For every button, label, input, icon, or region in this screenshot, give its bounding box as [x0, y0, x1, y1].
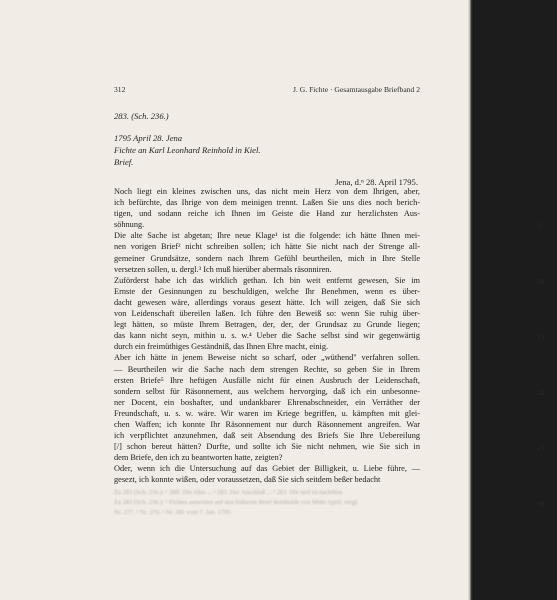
text-line: Die alte Sache ist abgetan; Ihre neue Klage¹ ist die folgende: ich hätte Ihnen mei-: [114, 231, 420, 241]
footnote-line: Zu 283 (Sch. 236.): ¹ 28ff. Die Akte ... ² 283. Der Anschluß ... ³ 283. Die und ist nachdem: [114, 489, 343, 496]
text-line: von Leidenschaft übereilen laßen. Ich führe den Beweiß so: wenn Sie ruhig über-: [114, 309, 420, 319]
book-edge: [468, 0, 474, 600]
text-line: söhnung.: [114, 220, 145, 230]
text-line: chen Waffen; ich konnte Ihr Räsonnement nur durch Räsonnement angreifen. War: [114, 419, 420, 429]
text-line: versetzen sollen, u. dergl.³ Ich muß hierüber abermals räsonniren.: [114, 264, 332, 274]
line-number: 5: [537, 221, 541, 231]
text-line: tigen, und sodann reiche ich Ihnen im Geiste die Hand zur herzlichsten Aus-: [114, 209, 420, 219]
paragraph: [114, 463, 420, 485]
paragraph: [114, 230, 420, 274]
running-title: J. G. Fichte · Gesamtausgabe Briefband 2: [293, 85, 420, 94]
text-line: dem Briefe, den ich zu beantworten hatte, zeigten?: [114, 453, 283, 463]
document-id: 283. (Sch. 236.): [114, 111, 169, 121]
text-line: ner Docent, ein boshafter, und undankbarer Ehrenabschneider, ein Verräther der: [114, 397, 420, 407]
page-number: 312: [114, 85, 126, 94]
footnote-line: Nr. 277. ² Nr. 270. ³ Nr. 281 vom 7. Jan. 1795.: [114, 509, 232, 516]
text-line: das kann nicht seyn, mithin u. s. w.⁴ Ueber die Sache selbst sind wir gegenwärtig: [114, 331, 420, 341]
line-number: 15: [537, 332, 545, 342]
place-date: Jena, d.ⁿ 28. April 1795.: [335, 177, 418, 187]
text-line: — Beurtheilen wir die Sache nach dem strengen Rechte, so geben Sie in Ihrem: [114, 364, 420, 374]
text-line: legt hätten, so müste Ihrem Betragen, der, der, der Grundsaz zu Grunde liegen;: [114, 320, 420, 330]
text-line: dacht gewesen wäre, allerdings voraus gesezt hätte. Ich will zeigen, daß Sie sich: [114, 297, 420, 307]
paragraph: [114, 352, 420, 463]
line-number: 30: [537, 498, 545, 508]
footnote-line: Zu 283 (Sch. 236.): ¹ Fichtes antwortet auf den früheren Brief Reinholds von Mitte April; vergl.: [114, 499, 359, 506]
text-line: Zuförderst habe ich das wirklich gethan. Ich bin weit entfernt gewesen, Sie im: [114, 275, 420, 285]
paragraph: [114, 186, 420, 230]
date-line: 1795 April 28. Jena: [114, 133, 183, 143]
text-line: gemeiner Grundsätze, sondern nach Ihrem Gefühl beurtheilen, mich in Ihre Stelle: [114, 253, 420, 263]
running-header: [114, 85, 420, 94]
text-line: Oder, wenn ich die Untersuchung auf das Gebiet der Billigkeit, u. Liebe führe, —: [114, 464, 420, 474]
text-line: Freundschaft, u. s. w. wäre. Wir waren im Kriege begriffen, u. kämpften mit glei-: [114, 408, 420, 418]
text-line: nen vorigen Brief² nicht schreiben sollen; ich hätte Sie nicht nach der Strenge all-: [114, 242, 420, 252]
text-line: [/] schon bereut hätten? Durfte, und sollte ich Sie nicht nehmen, wie Sie sich in: [114, 442, 420, 452]
text-line: ersten Briefe⁵ Ihre heftigen Ausfälle nicht für einen Ausbruch der Leidenschaft,: [114, 375, 420, 385]
document-type: Brief.: [114, 157, 134, 167]
text-line: gesezt, ich konnte wißen, oder voraussetzen, daß Sie sich seitdem beßer bedacht: [114, 475, 381, 485]
line-number: 25: [537, 443, 545, 453]
text-line: ich befürchte, das Ihrige von dem meinigen trennt. Laßen Sie uns dies noch berich-: [114, 198, 420, 208]
recipient-line: Fichte an Karl Leonhard Reinhold in Kiel.: [114, 145, 261, 155]
line-number: 10: [537, 276, 545, 286]
text-line: Ernste der Gesinnungen zu beschuldigen, welche Ihr Benehmen, wenn es über-: [114, 286, 420, 296]
line-number: 20: [537, 387, 545, 397]
text-line: ich verpflichtet anzunehmen, daß seit Absendung des Briefs Sie Ihre Uebereilung: [114, 431, 420, 441]
text-line: Aber ich hätte in jenem Beweise nicht so scharf, oder „wüthend" verfahren sollen.: [114, 353, 420, 363]
text-line: Noch liegt ein kleines zwischen uns, das nicht mein Herz von dem Ihrigen, aber,: [114, 187, 420, 196]
footnotes: [114, 488, 420, 518]
paragraph: [114, 275, 420, 353]
text-line: durch ein freimüthiges Geständniß, das Ihnen Ehre macht, einig.: [114, 342, 329, 352]
text-line: sondern selbst für Räsonnement, aus welchem hervorging, daß ich ein unbesonne-: [114, 386, 420, 396]
